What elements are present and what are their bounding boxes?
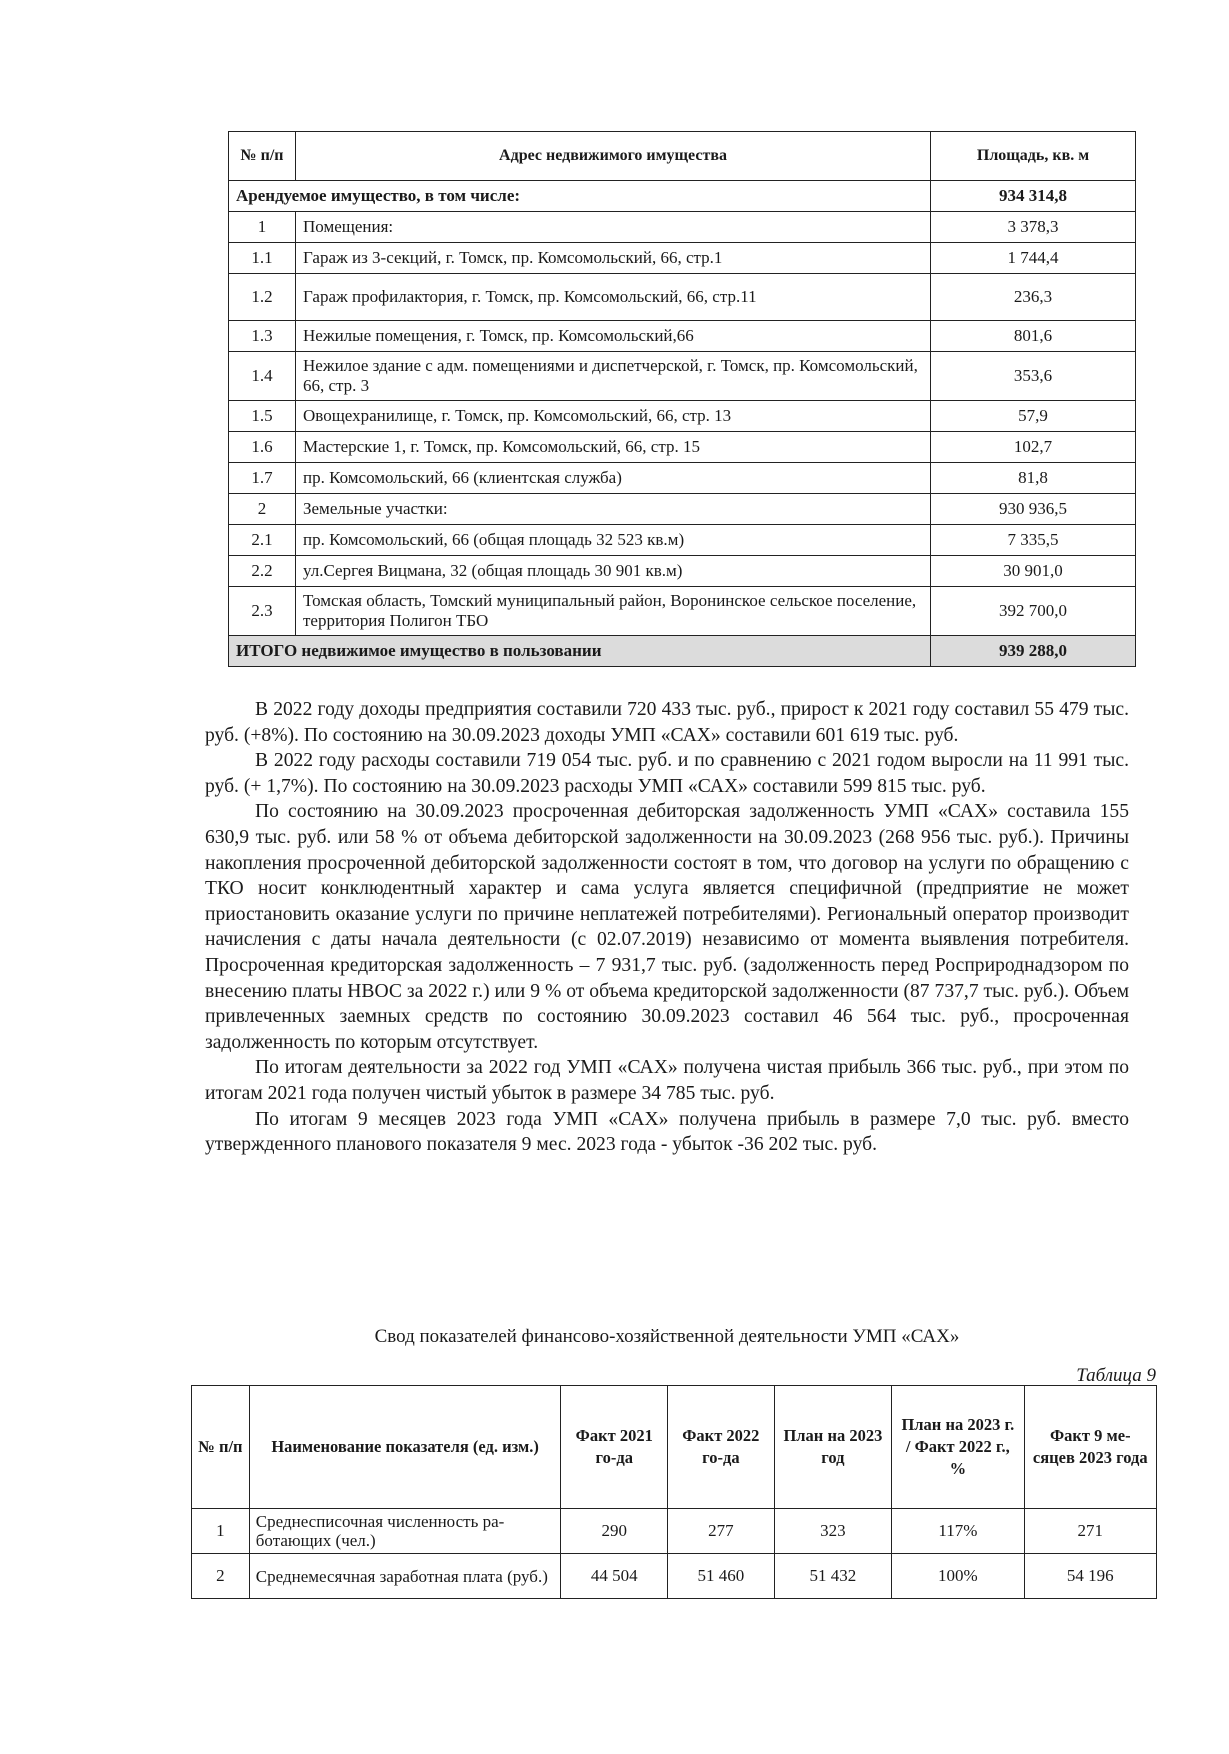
row-area: 930 936,5 — [931, 494, 1136, 525]
row-area: 30 901,0 — [931, 556, 1136, 587]
row-area: 81,8 — [931, 463, 1136, 494]
table-row — [229, 525, 1136, 556]
row-fact-2021: 44 504 — [561, 1554, 668, 1599]
row-num: 1.4 — [229, 352, 296, 401]
row-num: 1 — [192, 1509, 250, 1554]
table-row — [229, 243, 1136, 274]
row-num: 2 — [192, 1554, 250, 1599]
indicators-header — [192, 1386, 1157, 1509]
row-area: 236,3 — [931, 274, 1136, 321]
row-num: 2.1 — [229, 525, 296, 556]
row-fact-2021: 290 — [561, 1509, 668, 1554]
body-text — [205, 697, 1129, 1158]
row-fact-9m-2023: 54 196 — [1024, 1554, 1156, 1599]
row-plan-2023: 51 432 — [774, 1554, 892, 1599]
row-plan-2023: 323 — [774, 1509, 892, 1554]
table-row — [192, 1554, 1157, 1599]
row-address: пр. Комсомольский, 66 (клиентская служба) — [296, 463, 931, 494]
indicators-table — [191, 1385, 1157, 1599]
header-num: № п/п — [229, 132, 296, 181]
total-value: 939 288,0 — [931, 636, 1136, 667]
row-ratio: 100% — [892, 1554, 1024, 1599]
header-num: № п/п — [192, 1386, 250, 1509]
row-address: Мастерские 1, г. Томск, пр. Комсомольский, 66, стр. 15 — [296, 432, 931, 463]
row-address: Овощехранилище, г. Томск, пр. Комсомольский, 66, стр. 13 — [296, 401, 931, 432]
table-number-label: Таблица 9 — [1076, 1365, 1156, 1386]
row-num: 2.3 — [229, 587, 296, 636]
table-row — [229, 401, 1136, 432]
table-row — [229, 494, 1136, 525]
total-label: ИТОГО недвижимое имущество в пользовании — [229, 636, 931, 667]
row-num: 1.3 — [229, 321, 296, 352]
row-name: Среднемесячная заработная плата (руб.) — [249, 1554, 561, 1599]
row-name: Среднесписочная численность ра-ботающих (чел.) — [249, 1509, 561, 1554]
row-area: 102,7 — [931, 432, 1136, 463]
row-fact-2022: 277 — [668, 1509, 775, 1554]
row-ratio: 117% — [892, 1509, 1024, 1554]
table-row — [229, 463, 1136, 494]
row-address: Томская область, Томский муниципальный район, Воронинское сельское поселение, территория Полигон ТБО — [296, 587, 931, 636]
row-num: 1.1 — [229, 243, 296, 274]
paragraph-debts: По состоянию на 30.09.2023 просроченная дебиторская задолженность УМП «САХ» составила 155 630,9 тыс. руб. или 58 % от объема дебиторской задолженности на 30.09.2023 (268 956 тыс. руб.). Причины накопления просроченной дебиторской задолженности состоят в том, что договор на услуги по обращению с ТКО носит конклюдентный характер и сама услуга является специфичной (предприятие не может приостановить оказание услуги по причине неплатежей потребителями). Региональный оператор производит начисления с даты начала деятельности (с 02.07.2019) независимо от момента выявления потребителя. Просроченная кредиторская задолженность – 7 931,7 тыс. руб. (задолженность перед Росприроднадзором по внесению платы НВОС за 2022 г.) или 9 % от объема кредиторской задолженности (87 737,7 тыс. руб.). Объем привлеченных заемных средств по состоянию 30.09.2023 составил 46 564 тыс. руб., просроченная задолженность по которым отсутствует. — [205, 801, 1129, 1053]
paragraph-income: В 2022 году доходы предприятия составили 720 433 тыс. руб., прирост к 2021 году составил 55 479 тыс. руб. (+8%). По состоянию на 30.09.2023 доходы УМП «САХ» составили 601 619 тыс. руб. — [205, 699, 1129, 746]
row-address: Нежилое здание с адм. помещениями и диспетчерской, г. Томск, пр. Комсомольский, 66, стр. 3 — [296, 352, 931, 401]
header-fact-9m-2023: Факт 9 ме-сяцев 2023 года — [1024, 1386, 1156, 1509]
property-table — [228, 131, 1136, 667]
property-table-header — [229, 132, 1136, 181]
table-row — [229, 556, 1136, 587]
table-row — [229, 432, 1136, 463]
indicators-caption: Свод показателей финансово-хозяйственной деятельности УМП «САХ» — [374, 1326, 960, 1347]
header-area: Площадь, кв. м — [931, 132, 1136, 181]
table-row — [229, 352, 1136, 401]
header-fact-2021: Факт 2021 го-да — [561, 1386, 668, 1509]
table-row — [229, 274, 1136, 321]
row-num: 1.2 — [229, 274, 296, 321]
total-row — [229, 636, 1136, 667]
row-address: ул.Сергея Вицмана, 32 (общая площадь 30 901 кв.м) — [296, 556, 931, 587]
paragraph-expenses: В 2022 году расходы составили 719 054 тыс. руб. и по сравнению с 2021 годом выросли на 11 991 тыс. руб. (+ 1,7%). По состоянию на 30.09.2023 расходы УМП «САХ» составили 599 815 тыс. руб. — [205, 750, 1129, 797]
row-address: Нежилые помещения, г. Томск, пр. Комсомольский,66 — [296, 321, 931, 352]
header-address: Адрес недвижимого имущества — [296, 132, 931, 181]
row-num: 1 — [229, 212, 296, 243]
header-plan-2023: План на 2023 год — [774, 1386, 892, 1509]
header-fact-2022: Факт 2022 го-да — [668, 1386, 775, 1509]
row-num: 1.5 — [229, 401, 296, 432]
paragraph-profit-2022: По итогам деятельности за 2022 год УМП «САХ» получена чистая прибыль 366 тыс. руб., при этом по итогам 2021 года получен чистый убыток в размере 34 785 тыс. руб. — [205, 1057, 1129, 1104]
row-fact-9m-2023: 271 — [1024, 1509, 1156, 1554]
row-area: 1 744,4 — [931, 243, 1136, 274]
table-row — [229, 212, 1136, 243]
leased-total: 934 314,8 — [931, 181, 1136, 212]
leased-label: Арендуемое имущество, в том числе: — [229, 181, 931, 212]
row-area: 3 378,3 — [931, 212, 1136, 243]
row-area: 57,9 — [931, 401, 1136, 432]
table-row — [229, 587, 1136, 636]
row-area: 801,6 — [931, 321, 1136, 352]
row-area: 392 700,0 — [931, 587, 1136, 636]
row-address: Помещения: — [296, 212, 931, 243]
row-fact-2022: 51 460 — [668, 1554, 775, 1599]
leased-row — [229, 181, 1136, 212]
row-area: 353,6 — [931, 352, 1136, 401]
paragraph-profit-9m-2023: По итогам 9 месяцев 2023 года УМП «САХ» получена прибыль в размере 7,0 тыс. руб. вместо утвержденного планового показателя 9 мес. 2023 года - убыток -36 202 тыс. руб. — [205, 1108, 1129, 1156]
header-name: Наименование показателя (ед. изм.) — [249, 1386, 561, 1509]
row-num: 2 — [229, 494, 296, 525]
row-num: 1.7 — [229, 463, 296, 494]
row-num: 1.6 — [229, 432, 296, 463]
header-plan-vs-fact: План на 2023 г. / Факт 2022 г., % — [892, 1386, 1024, 1509]
table-row — [192, 1509, 1157, 1554]
row-address: Земельные участки: — [296, 494, 931, 525]
row-address: пр. Комсомольский, 66 (общая площадь 32 523 кв.м) — [296, 525, 931, 556]
table-row — [229, 321, 1136, 352]
row-num: 2.2 — [229, 556, 296, 587]
row-address: Гараж из 3-секций, г. Томск, пр. Комсомольский, 66, стр.1 — [296, 243, 931, 274]
row-area: 7 335,5 — [931, 525, 1136, 556]
row-address: Гараж профилактория, г. Томск, пр. Комсомольский, 66, стр.11 — [296, 274, 931, 321]
